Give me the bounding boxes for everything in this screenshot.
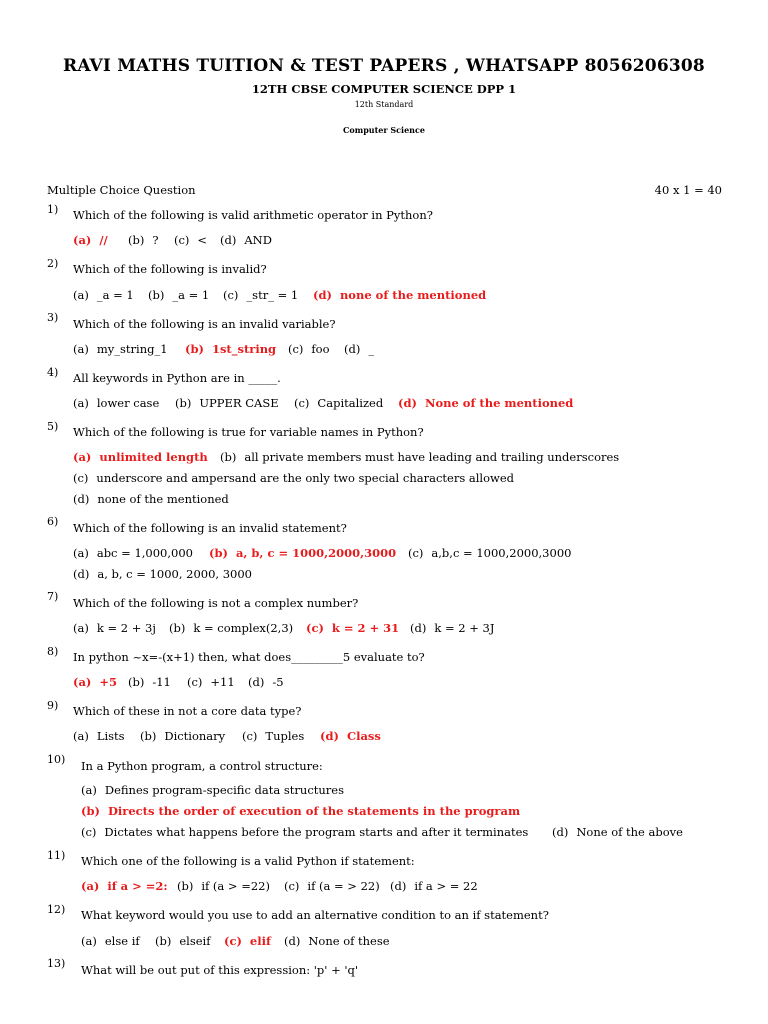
section-marks: 40 x 1 = 40 (654, 183, 722, 197)
option-a: (a) else if (81, 934, 140, 948)
option-d: (d) -5 (248, 675, 284, 689)
option-c: (c) Capitalized (294, 396, 384, 410)
option-d: (d) if a > = 22 (390, 879, 478, 893)
option-a: (a) Defines program-specific data structures (81, 783, 345, 797)
question-number: 8) (47, 645, 59, 658)
question-number: 12) (47, 903, 66, 916)
subject-label: Computer Science (343, 125, 425, 135)
question-number: 9) (47, 699, 59, 712)
option-a: (a) my_string_1 (73, 342, 168, 356)
question-number: 7) (47, 590, 59, 603)
option-b: (b) UPPER CASE (175, 396, 279, 410)
option-a: (a) +5 (73, 675, 117, 689)
question-text: Which one of the following is a valid Python if statement: (81, 854, 415, 868)
question-number: 4) (47, 366, 59, 379)
option-c: (c) Dictates what happens before the program starts and after it terminates (81, 825, 529, 839)
question-number: 10) (47, 753, 66, 766)
option-c: (c) Tuples (242, 729, 305, 743)
option-a: (a) if a > =2: (81, 879, 168, 893)
page-title: RAVI MATHS TUITION & TEST PAPERS , WHATSAPP 8056206308 (63, 56, 705, 76)
option-c: (c) foo (288, 342, 330, 356)
option-d: (d) None of the mentioned (398, 396, 574, 410)
option-a: (a) unlimited length (73, 450, 208, 464)
option-b: (b) Dictionary (140, 729, 226, 743)
page-subtitle: 12TH CBSE COMPUTER SCIENCE DPP 1 (251, 82, 517, 96)
option-a: (a) // (73, 233, 108, 247)
option-a: (a) _a = 1 (73, 288, 134, 302)
option-c: (c) _str_ = 1 (223, 288, 299, 302)
question-number: 5) (47, 420, 59, 433)
question-number: 3) (47, 311, 59, 324)
option-c: (c) +11 (187, 675, 235, 689)
option-a: (a) Lists (73, 729, 125, 743)
option-c: (c) a,b,c = 1000,2000,3000 (408, 546, 572, 560)
option-b: (b) 1st_string (185, 342, 277, 356)
option-b: (b) _a = 1 (148, 288, 210, 302)
section-title: Multiple Choice Question (47, 183, 196, 197)
question-text: Which of the following is an invalid variable? (73, 317, 336, 331)
question-text: What keyword would you use to add an alternative condition to an if statement? (81, 908, 549, 922)
option-d: (d) a, b, c = 1000, 2000, 3000 (73, 567, 252, 581)
option-c: (c) if (a = > 22) (284, 879, 380, 893)
option-d: (d) None of the above (552, 825, 683, 839)
question-number: 13) (47, 957, 66, 970)
question-text: Which of the following is not a complex number? (73, 596, 359, 610)
option-c: (c) elif (224, 934, 271, 948)
option-c: (c) < (174, 233, 208, 247)
question-text: All keywords in Python are in _____. (73, 371, 281, 385)
option-d: (d) Class (320, 729, 381, 743)
question-text: What will be out put of this expression: 'p' + 'q' (81, 963, 359, 977)
option-d: (d) AND (220, 233, 272, 247)
option-b: (b) a, b, c = 1000,2000,3000 (209, 546, 397, 560)
option-d: (d) none of the mentioned (73, 492, 229, 506)
option-a: (a) lower case (73, 396, 160, 410)
option-c: (c) underscore and ampersand are the only two special characters allowed (73, 471, 515, 485)
option-b: (b) k = complex(2,3) (169, 621, 294, 635)
question-text: Which of the following is true for variable names in Python? (73, 425, 424, 439)
standard-label: 12th Standard (354, 100, 414, 109)
question-number: 2) (47, 257, 59, 270)
option-b: (b) Directs the order of execution of the statements in the program (81, 804, 521, 818)
question-number: 1) (47, 203, 59, 216)
option-d: (d) k = 2 + 3J (410, 621, 495, 635)
option-a: (a) k = 2 + 3j (73, 621, 156, 635)
question-text: In a Python program, a control structure: (81, 759, 323, 773)
option-b: (b) if (a > =22) (177, 879, 270, 893)
question-text: Which of the following is invalid? (73, 262, 267, 276)
option-c: (c) k = 2 + 31 (306, 621, 400, 635)
option-a: (a) abc = 1,000,000 (73, 546, 193, 560)
question-text: In python ~x=-(x+1) then, what does_________5 evaluate to? (73, 650, 425, 664)
option-b: (b) elseif (155, 934, 211, 948)
question-text: Which of the following is valid arithmetic operator in Python? (73, 208, 433, 222)
question-number: 11) (47, 849, 66, 862)
question-number: 6) (47, 515, 59, 528)
option-b: (b) ? (128, 233, 159, 247)
option-d: (d) None of these (284, 934, 390, 948)
option-d: (d) none of the mentioned (313, 288, 487, 302)
question-text: Which of these in not a core data type? (73, 704, 302, 718)
question-text: Which of the following is an invalid statement? (73, 521, 347, 535)
option-b: (b) -11 (128, 675, 171, 689)
option-d: (d) _ (344, 342, 375, 356)
option-b: (b) all private members must have leading and trailing underscores (220, 450, 620, 464)
